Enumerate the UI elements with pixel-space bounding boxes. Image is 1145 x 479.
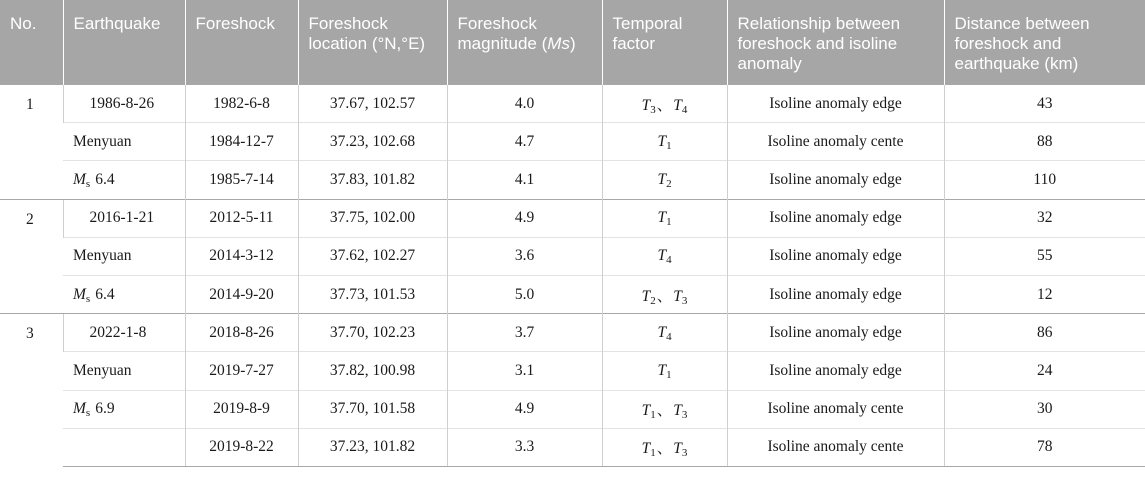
cell-temporal [602, 161, 727, 199]
magnitude-symbol: M [73, 170, 86, 188]
cell-location: 37.82, 100.98 [298, 352, 447, 390]
cell-magnitude: 3.7 [447, 314, 602, 352]
header-distance: Distance between foreshock and earthquake (km) [944, 0, 1145, 85]
temporal-factor-symbol: T [657, 170, 667, 188]
table-body [0, 85, 1145, 467]
magnitude-value: 6.4 [95, 285, 115, 303]
cell-temporal [602, 352, 727, 390]
cell-location: 37.23, 101.82 [298, 428, 447, 466]
magnitude-symbol: M [73, 285, 86, 303]
temporal-factor-subscript: 3 [650, 103, 656, 116]
cell-magnitude: 4.0 [447, 85, 602, 123]
cell-no: 1 [0, 85, 63, 200]
temporal-factor-subscript: 4 [666, 254, 672, 267]
cell-earthquake [63, 428, 185, 466]
header-location: Foreshock location (°N,°E) [298, 0, 447, 85]
cell-temporal [602, 428, 727, 466]
header-temporal: Temporal factor [602, 0, 727, 85]
temporal-factor-symbol: T [673, 440, 682, 458]
cell-location: 37.23, 102.68 [298, 123, 447, 161]
cell-location: 37.70, 101.58 [298, 390, 447, 428]
cell-location: 37.75, 102.00 [298, 199, 447, 237]
cell-temporal [602, 85, 727, 123]
cell-temporal [602, 275, 727, 313]
cell-relationship: Isoline anomaly edge [727, 199, 944, 237]
cell-magnitude: 5.0 [447, 275, 602, 313]
temporal-factor-symbol: T [641, 440, 651, 458]
cell-foreshock: 1982-6-8 [185, 85, 298, 123]
cell-temporal [602, 123, 727, 161]
cell-earthquake: Menyuan [63, 237, 185, 275]
table-row [0, 352, 1145, 390]
table-row [0, 199, 1145, 237]
cell-location: 37.62, 102.27 [298, 237, 447, 275]
cell-magnitude: 4.1 [447, 161, 602, 199]
cell-magnitude: 3.3 [447, 428, 602, 466]
magnitude-subscript: s [85, 292, 91, 305]
header-magnitude [447, 0, 602, 85]
cell-foreshock: 1985-7-14 [185, 161, 298, 199]
cell-distance: 12 [944, 275, 1145, 313]
cell-no: 2 [0, 199, 63, 314]
table-row [0, 314, 1145, 352]
cell-location: 37.73, 101.53 [298, 275, 447, 313]
cell-foreshock: 1984-12-7 [185, 123, 298, 161]
cell-foreshock: 2019-7-27 [185, 352, 298, 390]
cell-earthquake: 1986-8-26 [63, 85, 185, 123]
cell-location: 37.67, 102.57 [298, 85, 447, 123]
cell-distance: 24 [944, 352, 1145, 390]
cell-distance: 43 [944, 85, 1145, 123]
temporal-factor-symbol: T [657, 209, 667, 227]
cell-temporal [602, 199, 727, 237]
temporal-factor-symbol: T [673, 287, 682, 305]
cell-magnitude: 3.6 [447, 237, 602, 275]
cell-earthquake: Menyuan [63, 123, 185, 161]
cell-earthquake: 2016-1-21 [63, 199, 185, 237]
cell-no: 3 [0, 314, 63, 467]
temporal-factor-symbol: T [657, 132, 667, 150]
table-row [0, 237, 1145, 275]
magnitude-symbol: M [73, 400, 86, 418]
magnitude-value: 6.9 [95, 400, 115, 418]
temporal-factor-subscript: 1 [666, 139, 672, 152]
header-row [0, 0, 1145, 85]
cell-distance: 30 [944, 390, 1145, 428]
cell-earthquake: 2022-1-8 [63, 314, 185, 352]
temporal-factor-subscript: 3 [681, 409, 688, 422]
magnitude-subscript: s [85, 177, 91, 190]
cell-relationship: Isoline anomaly cente [727, 390, 944, 428]
temporal-factor-symbol: T [673, 96, 682, 114]
cell-foreshock: 2019-8-22 [185, 428, 298, 466]
temporal-factor-subscript: 2 [650, 294, 656, 307]
temporal-factor-subscript: 1 [650, 447, 656, 460]
temporal-factor-symbol: T [657, 361, 667, 379]
header-magnitude-ms: Ms [547, 34, 570, 53]
magnitude-subscript: s [85, 407, 91, 420]
table-row [0, 275, 1145, 313]
temporal-factor-subscript: 3 [681, 447, 688, 460]
cell-magnitude: 4.9 [447, 390, 602, 428]
cell-relationship: Isoline anomaly edge [727, 352, 944, 390]
table-row [0, 161, 1145, 199]
cell-location: 37.70, 102.23 [298, 314, 447, 352]
cell-relationship: Isoline anomaly edge [727, 237, 944, 275]
temporal-factor-symbol: T [641, 287, 651, 305]
cell-earthquake [63, 390, 185, 428]
magnitude-value: 6.4 [95, 170, 115, 188]
cell-distance: 86 [944, 314, 1145, 352]
temporal-factor-subscript: 1 [666, 368, 672, 381]
temporal-factor-symbol: T [673, 402, 682, 420]
temporal-separator: 、 [656, 440, 673, 458]
table-row [0, 85, 1145, 123]
cell-relationship: Isoline anomaly edge [727, 161, 944, 199]
temporal-factor-symbol: T [641, 402, 651, 420]
cell-earthquake: Menyuan [63, 352, 185, 390]
temporal-separator: 、 [656, 96, 673, 114]
cell-foreshock: 2018-8-26 [185, 314, 298, 352]
temporal-factor-subscript: 2 [666, 177, 672, 190]
cell-temporal [602, 390, 727, 428]
cell-magnitude: 3.1 [447, 352, 602, 390]
header-magnitude-post: ) [569, 34, 576, 53]
table-row [0, 428, 1145, 466]
cell-foreshock: 2014-3-12 [185, 237, 298, 275]
temporal-factor-subscript: 4 [681, 103, 688, 116]
cell-distance: 110 [944, 161, 1145, 199]
temporal-separator: 、 [656, 287, 673, 305]
temporal-factor-subscript: 1 [666, 216, 672, 229]
cell-distance: 88 [944, 123, 1145, 161]
cell-earthquake [63, 275, 185, 313]
cell-temporal [602, 237, 727, 275]
header-no: No. [0, 0, 63, 85]
temporal-factor-subscript: 3 [681, 294, 688, 307]
cell-foreshock: 2012-5-11 [185, 199, 298, 237]
cell-relationship: Isoline anomaly cente [727, 123, 944, 161]
cell-earthquake [63, 161, 185, 199]
header-earthquake: Earthquake [63, 0, 185, 85]
header-magnitude-pre: Foreshock magnitude ( [457, 14, 548, 53]
temporal-separator: 、 [656, 402, 673, 420]
header-foreshock: Foreshock [185, 0, 298, 85]
cell-distance: 78 [944, 428, 1145, 466]
table-row [0, 390, 1145, 428]
cell-magnitude: 4.9 [447, 199, 602, 237]
header-relationship: Relationship between foreshock and isoline anomaly [727, 0, 944, 85]
cell-distance: 55 [944, 237, 1145, 275]
temporal-factor-symbol: T [657, 323, 667, 341]
cell-location: 37.83, 101.82 [298, 161, 447, 199]
cell-distance: 32 [944, 199, 1145, 237]
temporal-factor-symbol: T [657, 247, 667, 265]
temporal-factor-subscript: 1 [650, 409, 656, 422]
cell-relationship: Isoline anomaly cente [727, 428, 944, 466]
temporal-factor-subscript: 4 [666, 330, 672, 343]
cell-temporal [602, 314, 727, 352]
cell-relationship: Isoline anomaly edge [727, 275, 944, 313]
cell-magnitude: 4.7 [447, 123, 602, 161]
cell-relationship: Isoline anomaly edge [727, 314, 944, 352]
cell-foreshock: 2014-9-20 [185, 275, 298, 313]
temporal-factor-symbol: T [641, 96, 651, 114]
table-row [0, 123, 1145, 161]
cell-relationship: Isoline anomaly edge [727, 85, 944, 123]
cell-foreshock: 2019-8-9 [185, 390, 298, 428]
